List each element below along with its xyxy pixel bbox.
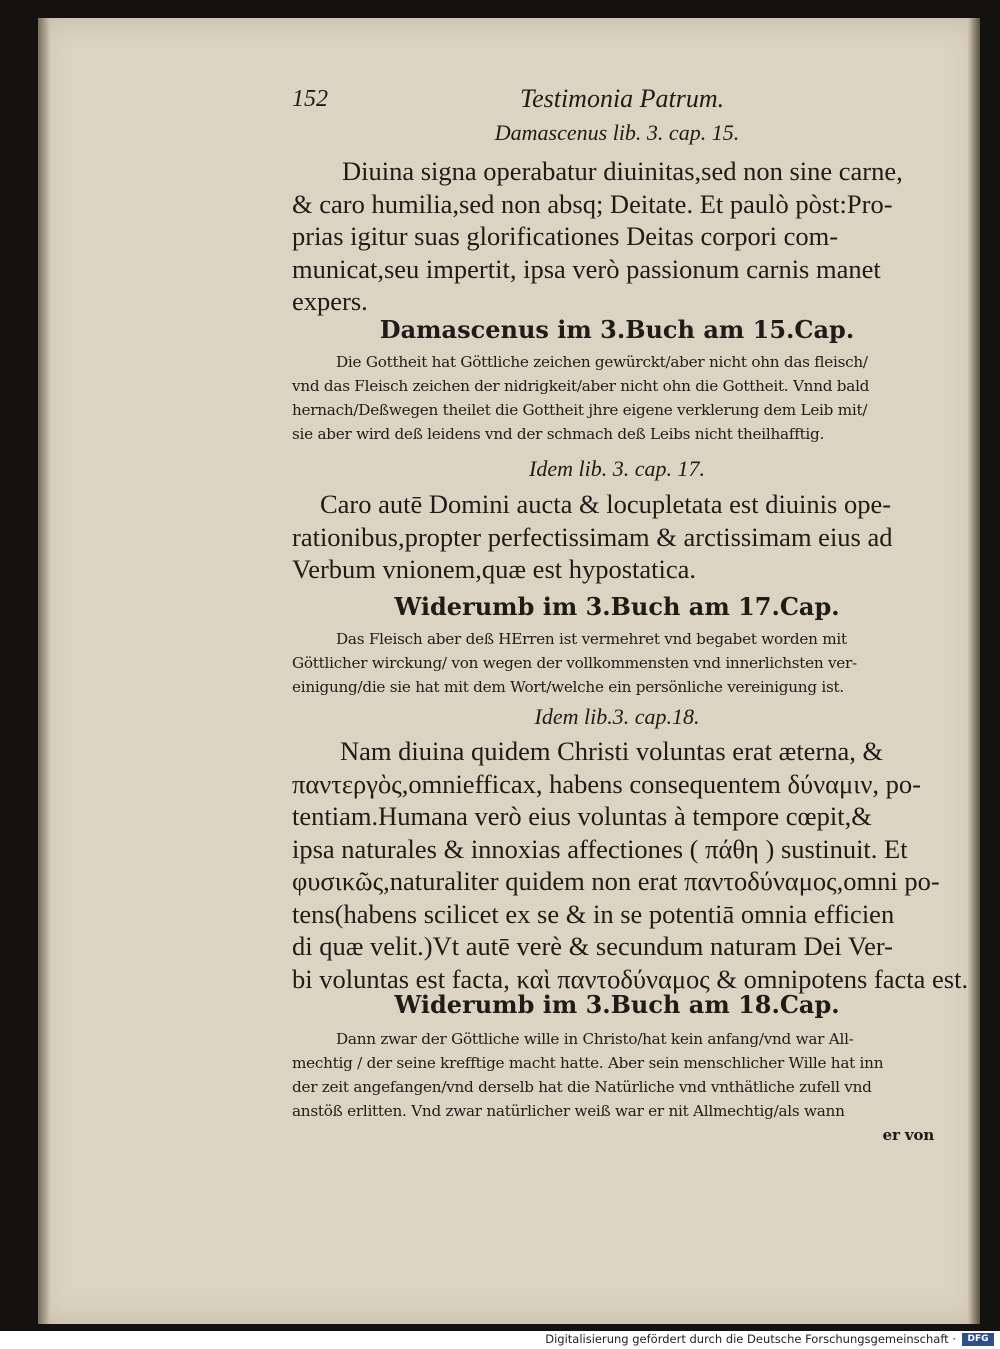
latin-paragraph <box>292 488 942 586</box>
dfg-logo-icon: DFG <box>962 1333 994 1346</box>
text-line: mechtig / der seine krefftige macht hatte. Aber sein menschlicher Wille hat inn <box>292 1054 884 1072</box>
text-line: tens(habens scilicet ex se & in se potentiā omnia efficien <box>292 898 895 929</box>
text-line: ipsa naturales & innoxias affectiones ( πάθη ) sustinuit. Et <box>292 833 908 864</box>
text-line: di quæ velit.)Vt autē verè & secundum naturam Dei Ver- <box>292 931 893 961</box>
page-edge-left <box>38 18 50 1324</box>
text-line: Diuina signa operabatur diuinitas,sed non sine carne, <box>342 156 903 186</box>
page-number: 152 <box>292 86 328 112</box>
latin-paragraph <box>292 735 969 995</box>
text-line: Die Gottheit hat Göttliche zeichen gewürckt/aber nicht ohn das fleisch/ <box>336 353 868 371</box>
latin-paragraph <box>292 155 942 318</box>
text-line: expers. <box>292 286 368 316</box>
running-title: Testimonia Patrum. <box>520 84 725 113</box>
text-line: rationibus,propter perfectissimam & arctissimam eius ad <box>292 521 893 552</box>
page-edge-right <box>968 18 980 1324</box>
text-line: bi voluntas est facta, καὶ παντοδύναμος & omnipotens facta est. <box>292 963 969 994</box>
text-line: παντεργὸς,omniefficax, habens consequentem δύναμιν, po- <box>292 768 921 799</box>
latin-heading: Idem lib.3. cap.18. <box>534 704 700 729</box>
text-line: anstöß erlitten. Vnd zwar natürlicher weiß war er nit Allmechtig/als wann <box>292 1102 845 1120</box>
text-line: φυσικῶς,naturaliter quidem non erat παντοδύναμος,omni po- <box>292 866 940 896</box>
text-line: Nam diuina quidem Christi voluntas erat æterna, & <box>340 736 884 766</box>
text-line: Das Fleisch aber deß HErren ist vermehret vnd begabet worden mit <box>336 630 847 648</box>
text-line: Göttlicher wirckung/ von wegen der vollkommensten vnd innerlichsten ver- <box>292 654 857 672</box>
text-line: Verbum vnionem,quæ est hypostatica. <box>292 554 697 584</box>
text-line: prias igitur suas glorificationes Deitas corpori com- <box>292 221 839 251</box>
german-heading: Widerumb im 3.Buch am 17.Cap. <box>394 592 840 621</box>
german-heading: Damascenus im 3.Buch am 15.Cap. <box>379 315 855 344</box>
text-line: municat,seu impertit, ipsa verò passionum carnis manet <box>292 253 881 284</box>
latin-heading: Damascenus lib. 3. cap. 15. <box>494 120 740 145</box>
german-paragraph <box>292 1027 942 1147</box>
text-line: Dann zwar der Göttliche wille in Christo/hat kein anfang/vnd war All- <box>336 1030 854 1048</box>
digitization-footer <box>0 1331 1000 1349</box>
german-heading: Widerumb im 3.Buch am 18.Cap. <box>394 990 840 1019</box>
text-line: der zeit angefangen/vnd derselb hat die Natürliche vnd vnthätliche zufell vnd <box>292 1078 872 1096</box>
text-line: vnd das Fleisch zeichen der nidrigkeit/aber nicht ohn die Gottheit. Vnnd bald <box>292 377 870 395</box>
text-line: einigung/die sie hat mit dem Wort/welche ein persönliche vereinigung ist. <box>292 678 844 696</box>
german-paragraph <box>292 627 942 699</box>
german-paragraph <box>292 350 942 446</box>
footer-credit: Digitalisierung gefördert durch die Deutsche Forschungsgemeinschaft · <box>545 1332 956 1346</box>
text-line: tentiam.Humana verò eius voluntas à tempore cœpit,& <box>292 801 872 831</box>
text-line: Caro autē Domini aucta & locupletata est diuinis ope- <box>320 489 892 519</box>
latin-heading: Idem lib. 3. cap. 17. <box>529 456 705 481</box>
text-line: & caro humilia,sed non absq; Deitate. Et paulò pòst:Pro- <box>292 188 893 219</box>
text-line: sie aber wird deß leidens vnd der schmach deß Leibs nicht theilhafftig. <box>292 425 825 443</box>
catchword: er von <box>882 1126 934 1144</box>
text-line: hernach/Deßwegen theilet die Gottheit jhre eigene verklerung dem Leib mit/ <box>292 401 868 419</box>
